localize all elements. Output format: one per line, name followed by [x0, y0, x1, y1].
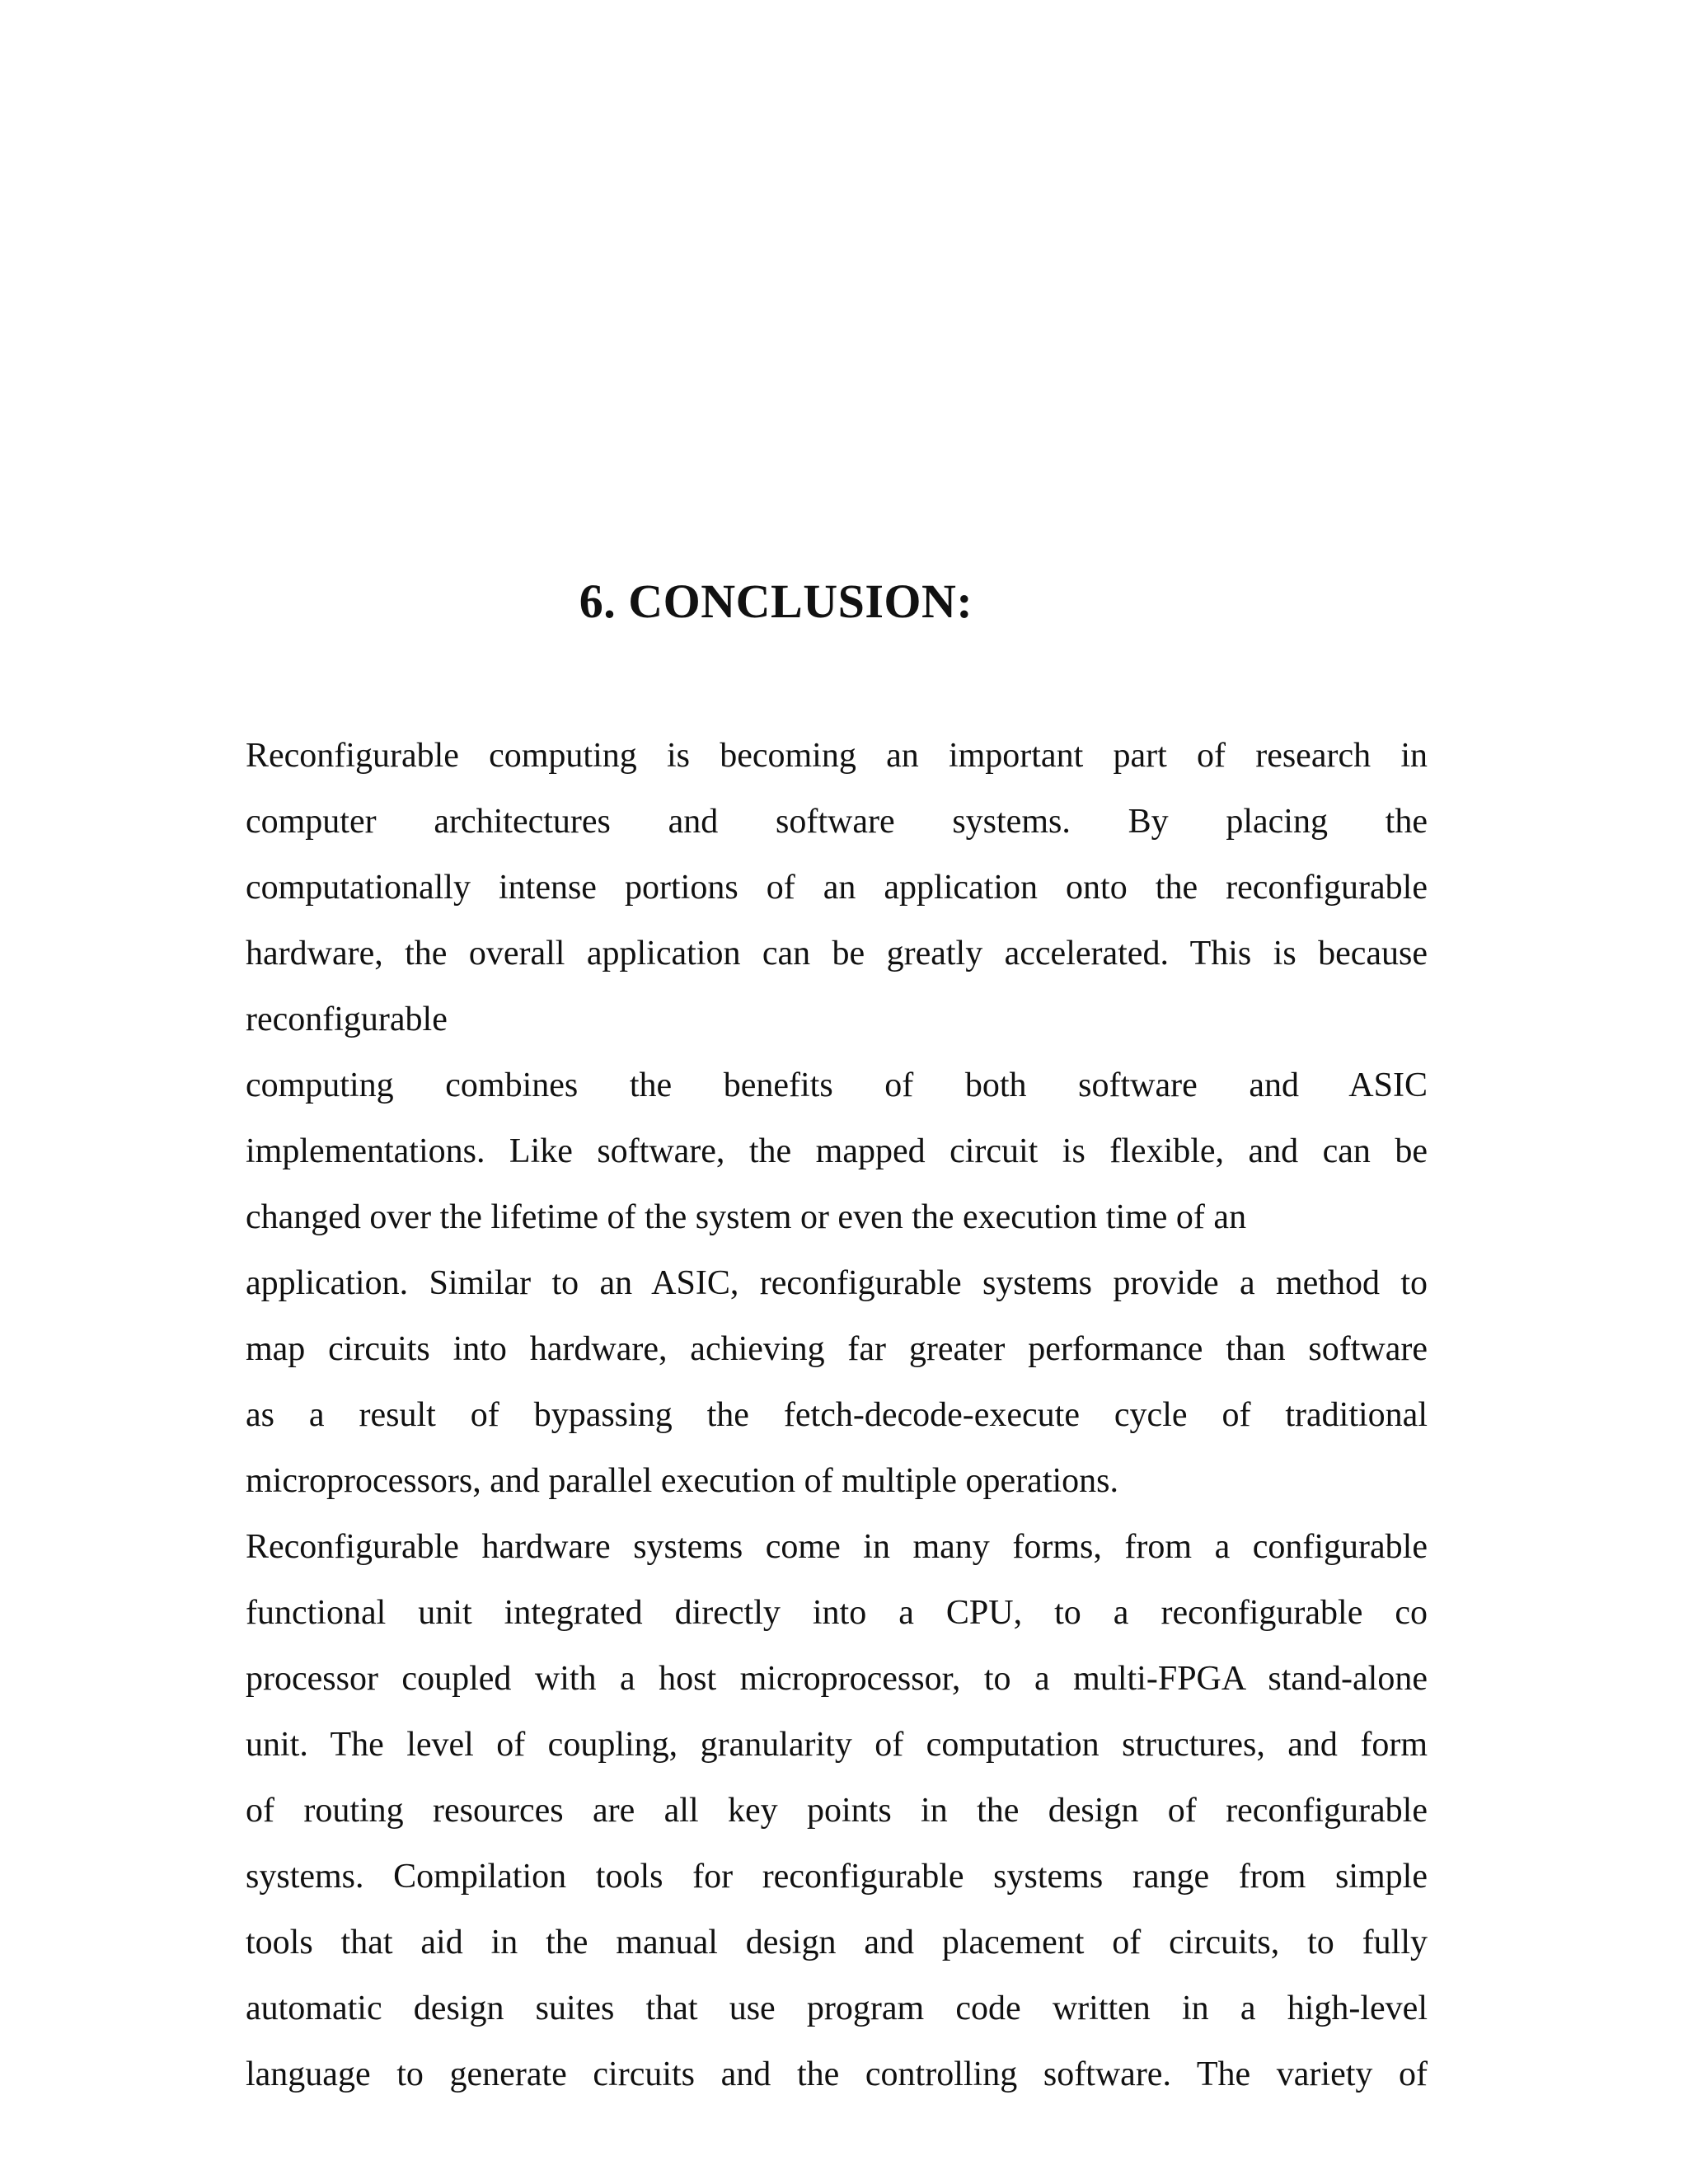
text-line: microprocessors, and parallel execution of multiple operations.	[246, 1462, 1119, 1500]
text-line: as a result of bypassing the fetch-decode-execute cycle of traditional	[246, 1396, 1428, 1434]
section-heading: 6. CONCLUSION:	[579, 574, 973, 628]
text-line: systems. Compilation tools for reconfigurable systems range from simple	[246, 1858, 1428, 1896]
conclusion-body	[246, 723, 1428, 2107]
text-line: language to generate circuits and the controlling software. The variety of	[246, 2055, 1428, 2093]
text-line: Reconfigurable hardware systems come in many forms, from a configurable	[246, 1528, 1428, 1566]
text-line: unit. The level of coupling, granularity of computation structures, and form	[246, 1726, 1428, 1764]
text-line: map circuits into hardware, achieving far greater performance than software	[246, 1330, 1428, 1368]
text-line: application. Similar to an ASIC, reconfigurable systems provide a method to	[246, 1264, 1428, 1302]
text-line: changed over the lifetime of the system or even the execution time of an	[246, 1198, 1247, 1236]
text-line: of routing resources are all key points in the design of reconfigurable	[246, 1792, 1428, 1830]
text-line: computer architectures and software systems. By placing the	[246, 803, 1428, 841]
text-line: computing combines the benefits of both software and ASIC	[246, 1066, 1428, 1104]
text-line: processor coupled with a host microprocessor, to a multi-FPGA stand-alone	[246, 1660, 1428, 1698]
text-line: implementations. Like software, the mapped circuit is flexible, and can be	[246, 1132, 1428, 1170]
text-line: reconfigurable	[246, 1001, 448, 1038]
text-line: functional unit integrated directly into a CPU, to a reconfigurable co	[246, 1594, 1428, 1632]
text-line: computationally intense portions of an application onto the reconfigurable	[246, 869, 1428, 907]
text-line: tools that aid in the manual design and placement of circuits, to fully	[246, 1924, 1428, 1961]
text-line: Reconfigurable computing is becoming an important part of research in	[246, 737, 1428, 775]
text-line: automatic design suites that use program code written in a high-level	[246, 1990, 1428, 2027]
text-line: hardware, the overall application can be greatly accelerated. This is because	[246, 935, 1428, 972]
